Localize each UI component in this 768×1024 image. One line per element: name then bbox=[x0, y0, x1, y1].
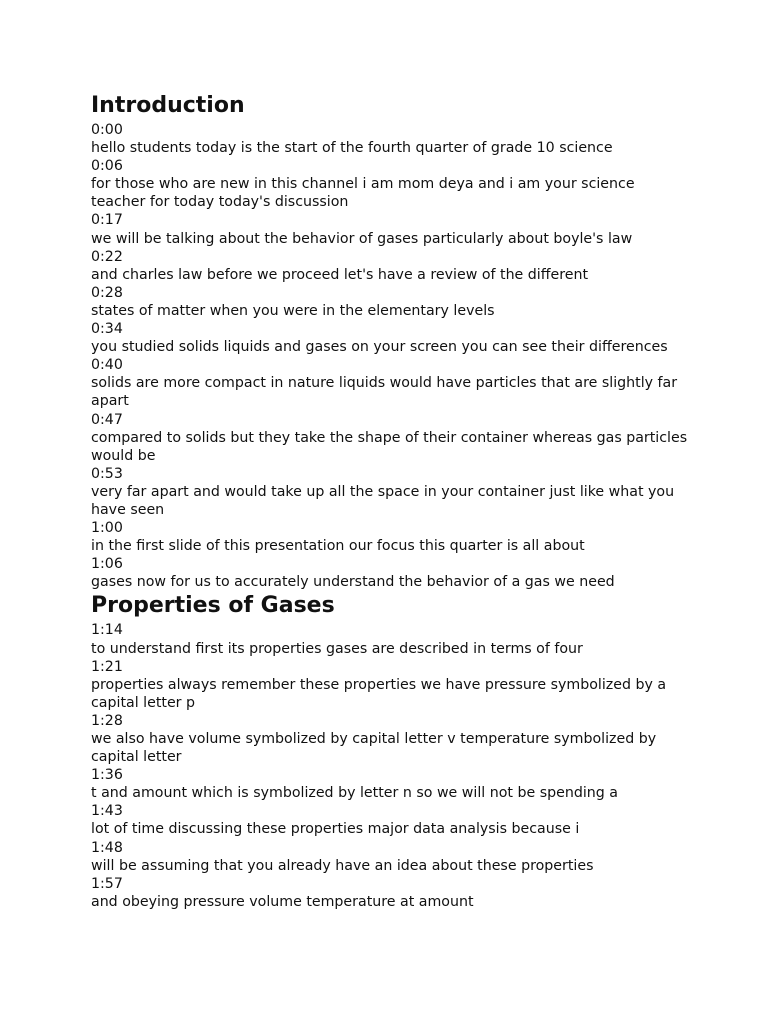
timestamp: 1:21 bbox=[91, 658, 123, 675]
timestamp: 0:06 bbox=[91, 158, 123, 175]
timestamp: 0:40 bbox=[91, 357, 123, 374]
transcript-text: properties always remember these properties we have pressure symbolized by a capital letter p bbox=[91, 676, 667, 711]
transcript-entry bbox=[91, 621, 691, 657]
transcript-text: will be assuming that you already have an idea about these properties bbox=[91, 857, 594, 874]
timestamp: 0:00 bbox=[91, 122, 123, 138]
timestamp: 1:48 bbox=[91, 839, 123, 856]
timestamp: 0:28 bbox=[91, 284, 123, 301]
timestamp: 1:43 bbox=[91, 803, 123, 820]
transcript-entry bbox=[91, 157, 691, 211]
transcript-entry bbox=[91, 356, 691, 410]
transcript-text: hello students today is the start of the fourth quarter of grade 10 science bbox=[91, 140, 613, 157]
transcript-entry bbox=[91, 211, 691, 247]
transcript-document bbox=[91, 91, 691, 911]
timestamp: 1:00 bbox=[91, 520, 123, 537]
timestamp: 1:28 bbox=[91, 712, 123, 729]
transcript-entry bbox=[91, 712, 691, 766]
transcript-entry bbox=[91, 519, 691, 555]
transcript-text: we also have volume symbolized by capital letter v temperature symbolized by capital letter bbox=[91, 731, 657, 766]
transcript-text: compared to solids but they take the shape of their container whereas gas particles would be bbox=[91, 429, 688, 464]
timestamp: 1:14 bbox=[91, 622, 123, 639]
section-title: Introduction bbox=[91, 93, 245, 118]
transcript-entry bbox=[91, 121, 691, 157]
transcript-entry bbox=[91, 802, 691, 838]
transcript-entry bbox=[91, 875, 691, 911]
transcript-text: and charles law before we proceed let's have a review of the different bbox=[91, 266, 589, 283]
transcript-text: very far apart and would take up all the space in your container just like what you have seen bbox=[91, 483, 675, 518]
transcript-text: in the first slide of this presentation our focus this quarter is all about bbox=[91, 538, 585, 555]
section-properties-of-gases bbox=[91, 591, 691, 911]
timestamp: 1:57 bbox=[91, 875, 123, 892]
transcript-text: states of matter when you were in the elementary levels bbox=[91, 302, 495, 319]
transcript-text: t and amount which is symbolized by letter n so we will not be spending a bbox=[91, 785, 618, 802]
timestamp: 0:17 bbox=[91, 212, 123, 229]
transcript-text: lot of time discussing these properties major data analysis because i bbox=[91, 821, 580, 838]
transcript-entry bbox=[91, 766, 691, 802]
transcript-entry bbox=[91, 658, 691, 712]
transcript-entry bbox=[91, 248, 691, 284]
timestamp: 0:47 bbox=[91, 411, 123, 428]
transcript-entry bbox=[91, 284, 691, 320]
transcript-text: you studied solids liquids and gases on your screen you can see their differences bbox=[91, 339, 668, 356]
section-introduction bbox=[91, 91, 691, 591]
transcript-entry bbox=[91, 555, 691, 591]
transcript-text: and obeying pressure volume temperature at amount bbox=[91, 893, 474, 910]
section-title: Properties of Gases bbox=[91, 593, 335, 619]
timestamp: 0:34 bbox=[91, 321, 123, 338]
timestamp: 1:06 bbox=[91, 556, 123, 573]
transcript-text: solids are more compact in nature liquids would have particles that are slightly far apart bbox=[91, 375, 678, 410]
transcript-entry bbox=[91, 320, 691, 356]
transcript-entry bbox=[91, 839, 691, 875]
transcript-text: for those who are new in this channel i am mom deya and i am your science teacher for today today's discussion bbox=[91, 176, 635, 211]
transcript-text: gases now for us to accurately understand the behavior of a gas we need bbox=[91, 574, 615, 591]
transcript-text: we will be talking about the behavior of gases particularly about boyle's law bbox=[91, 230, 633, 247]
timestamp: 0:53 bbox=[91, 465, 123, 482]
transcript-entry bbox=[91, 465, 691, 519]
transcript-entry bbox=[91, 411, 691, 465]
transcript-text: to understand first its properties gases are described in terms of four bbox=[91, 640, 583, 657]
timestamp: 0:22 bbox=[91, 248, 123, 265]
timestamp: 1:36 bbox=[91, 767, 123, 784]
